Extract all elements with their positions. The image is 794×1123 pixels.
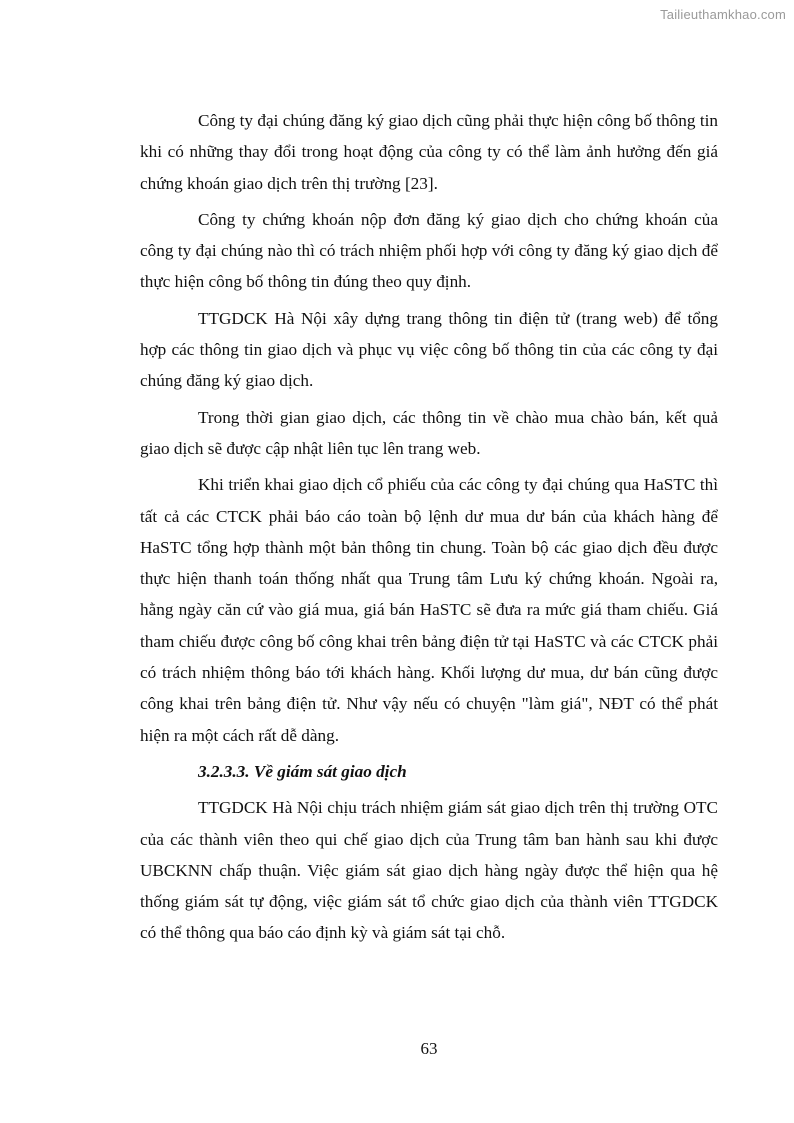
page-content: [140, 105, 718, 954]
page-number: 63: [420, 1039, 438, 1058]
paragraph: Khi triển khai giao dịch cổ phiếu của các công ty đại chúng qua HaSTC thì tất cả các CTCK phải báo cáo toàn bộ lệnh dư mua dư bán của khách hàng để HaSTC tổng hợp thành một bản thông tin chung. Toàn bộ các giao dịch đều được thực hiện thanh toán thống nhất qua Trung tâm Lưu ký chứng khoán. Ngoài ra, hằng ngày căn cứ vào giá mua, giá bán HaSTC sẽ đưa ra mức giá tham chiếu. Giá tham chiếu được công bố công khai trên bảng điện tử tại HaSTC và các CTCK phải có trách nhiệm thông báo tới khách hàng. Khối lượng dư mua, dư bán cũng được công khai trên bảng điện tử. Như vậy nếu có chuyện "làm giá", NĐT có thể phát hiện ra một cách rất dễ dàng.: [140, 475, 718, 745]
paragraph: Trong thời gian giao dịch, các thông tin về chào mua chào bán, kết quả giao dịch sẽ được cập nhật liên tục lên trang web.: [140, 407, 718, 458]
paragraph: TTGDCK Hà Nội xây dựng trang thông tin điện tử (trang web) để tổng hợp các thông tin giao dịch và phục vụ việc công bố thông tin của các công ty đại chúng đăng ký giao dịch.: [140, 308, 718, 391]
paragraph: Công ty đại chúng đăng ký giao dịch cũng phải thực hiện công bố thông tin khi có những thay đổi trong hoạt động của công ty có thể làm ảnh hưởng đến giá chứng khoán giao dịch trên thị trường [23].: [140, 111, 718, 193]
paragraph: Công ty chứng khoán nộp đơn đăng ký giao dịch cho chứng khoán của công ty đại chúng nào thì có trách nhiệm phối hợp với công ty đăng ký giao dịch để thực hiện công bố thông tin đúng theo quy định.: [140, 209, 718, 292]
watermark: Tailieuthamkhao.com: [660, 7, 786, 22]
paragraph: TTGDCK Hà Nội chịu trách nhiệm giám sát giao dịch trên thị trường OTC của các thành viên theo qui chế giao dịch của Trung tâm ban hành sau khi được UBCKNN chấp thuận. Việc giám sát giao dịch hàng ngày được thể hiện qua hệ thống giám sát tự động, việc giám sát tổ chức giao dịch của thành viên TTGDCK có thể thông qua báo cáo định kỳ và giám sát tại chỗ.: [140, 798, 718, 943]
section-heading: 3.2.3.3. Về giám sát giao dịch: [198, 761, 407, 781]
